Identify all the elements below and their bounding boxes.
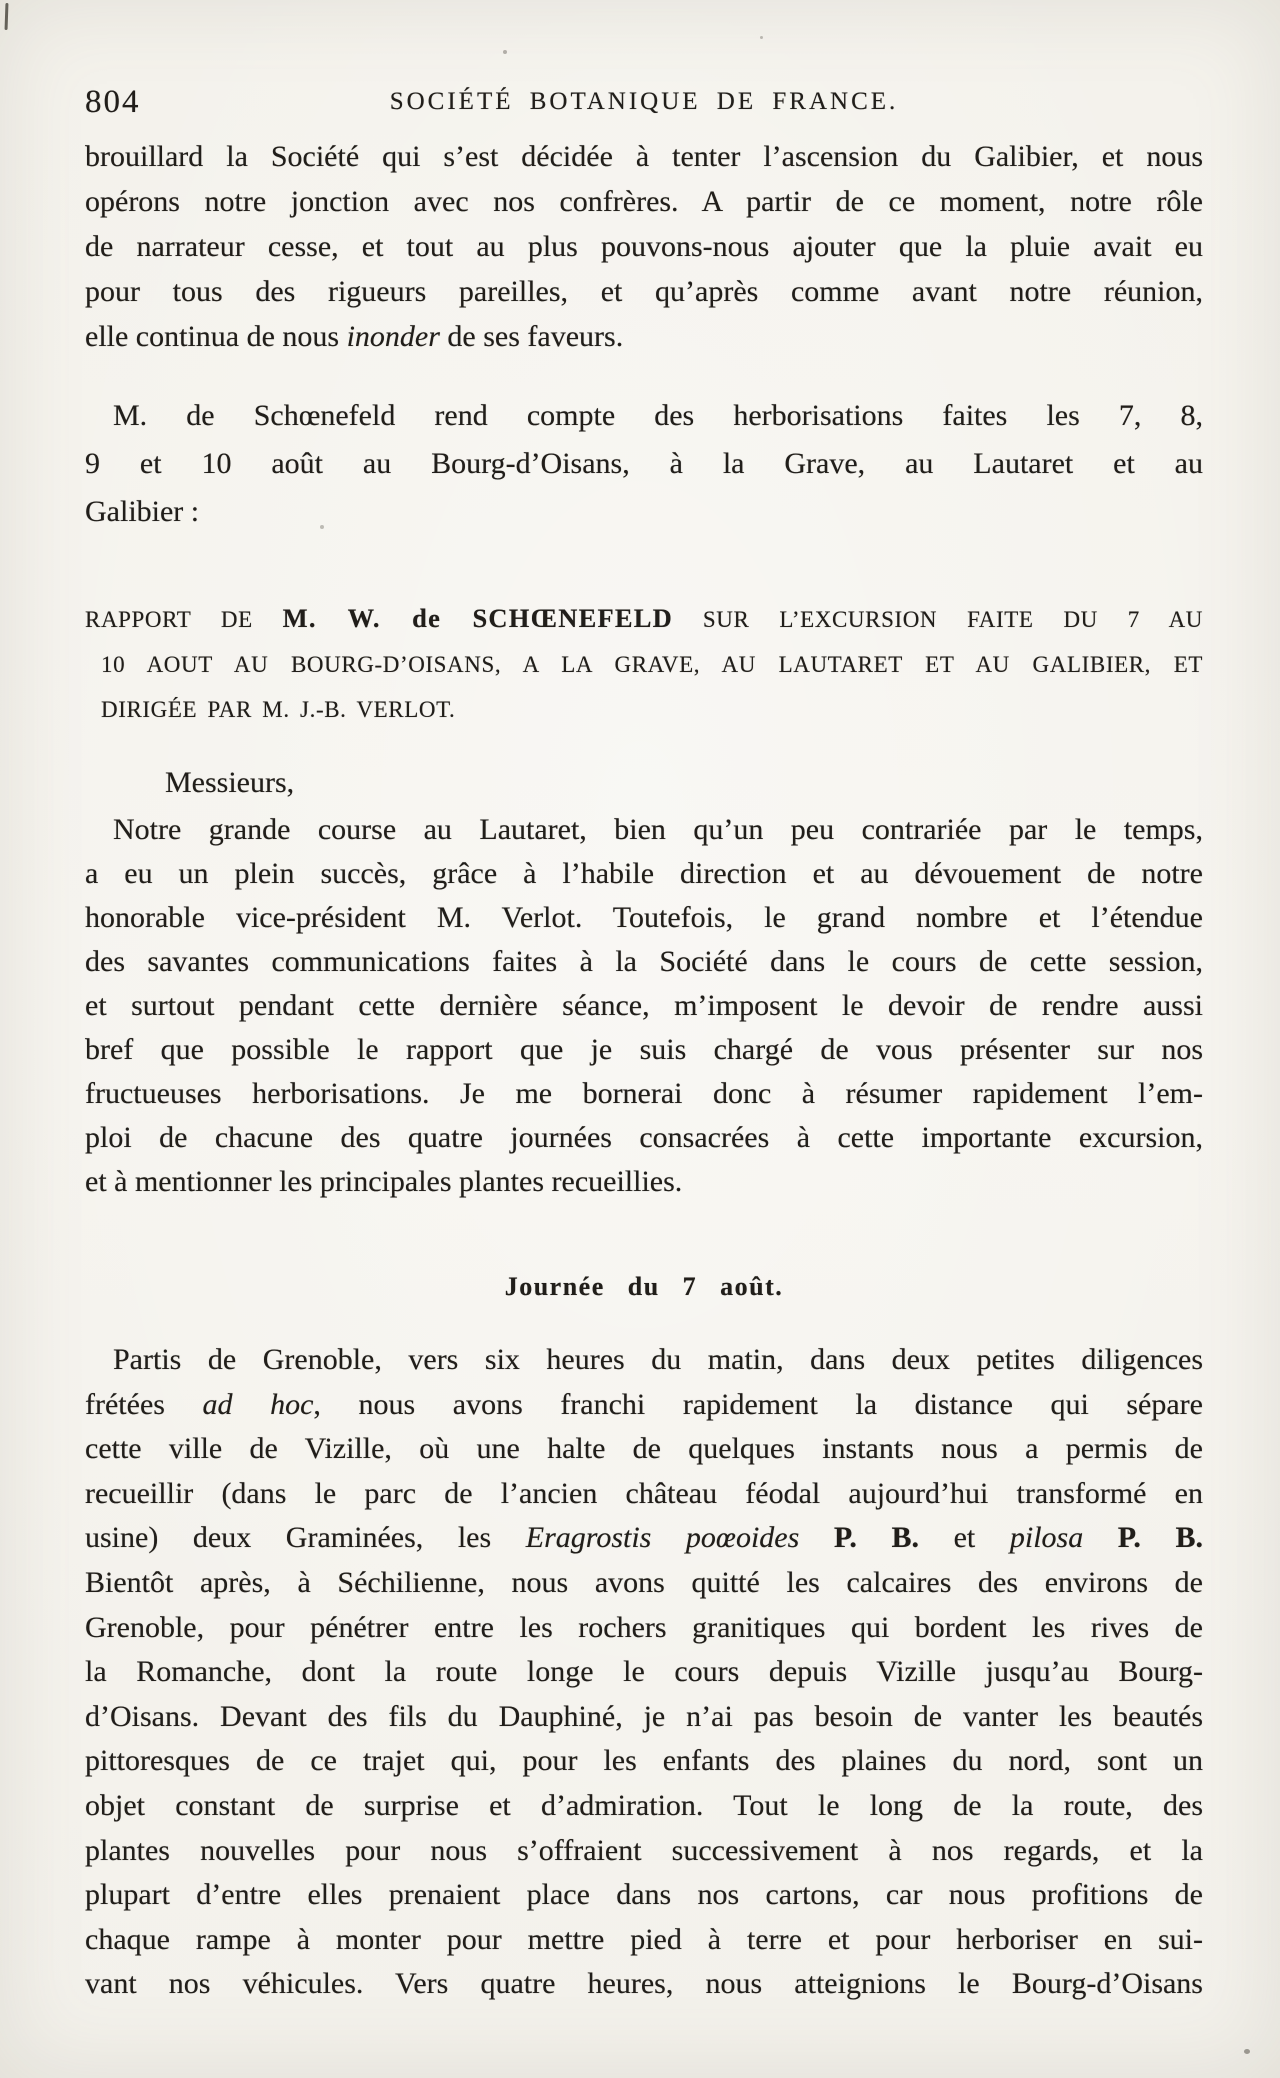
text-line bbox=[85, 642, 1203, 687]
text-line bbox=[85, 134, 1203, 179]
text-segment: de narrateur cesse, et tout au plus pouvons-nous ajouter que la pluie avait eu bbox=[85, 230, 1203, 263]
text-line bbox=[85, 1472, 1203, 1517]
page-header bbox=[85, 84, 1203, 120]
text-block bbox=[85, 134, 1203, 2007]
salutation bbox=[85, 760, 1203, 805]
text-line bbox=[85, 488, 1203, 536]
italic-text: inonder bbox=[346, 320, 440, 353]
text-segment: recueillir (dans le parc de l’ancien château féodal aujourd’hui transformé en bbox=[85, 1476, 1203, 1510]
text-segment: honorable vice-président M. Verlot. Toutefois, le grand nombre et l’étendue bbox=[85, 901, 1203, 934]
text-line bbox=[85, 1561, 1203, 1606]
text-segment: usine) deux Graminées, les bbox=[85, 1521, 526, 1555]
day-one-paragraph bbox=[85, 1338, 1203, 2007]
text-segment: RAPPORT DE bbox=[85, 607, 283, 632]
text-line bbox=[85, 852, 1203, 896]
text-segment: cette ville de Vizille, où une halte de quelques instants nous a permis de bbox=[85, 1432, 1203, 1466]
text-segment: plantes nouvelles pour nous s’offraient successivement à nos regards, et la bbox=[85, 1833, 1203, 1867]
text-line bbox=[85, 1873, 1203, 1918]
text-segment: chaque rampe à monter pour mettre pied à terre et pour herboriser en sui- bbox=[85, 1922, 1203, 1956]
text-line bbox=[85, 596, 1203, 642]
text-segment: frétées bbox=[85, 1387, 203, 1421]
text-line bbox=[85, 1695, 1203, 1740]
text-line bbox=[85, 940, 1203, 984]
text-segment: bref que possible le rapport que je suis chargé de vous présenter sur nos bbox=[85, 1033, 1203, 1066]
text-line bbox=[85, 392, 1203, 440]
text-line bbox=[85, 1829, 1203, 1874]
text-line bbox=[85, 896, 1203, 940]
text-segment: SUR L’EXCURSION FAITE DU 7 AU bbox=[672, 607, 1203, 632]
schoenefeld-announcement bbox=[85, 392, 1203, 536]
day-heading bbox=[85, 1269, 1203, 1305]
scan-artifact bbox=[760, 36, 763, 39]
text-segment: Bientôt après, à Séchilienne, nous avons quitté les calcaires des environs de bbox=[85, 1565, 1203, 1599]
text-line bbox=[85, 1516, 1203, 1561]
text-line bbox=[85, 1962, 1203, 2007]
text-line bbox=[85, 1116, 1203, 1160]
text-segment: et à mentionner les principales plantes recueillies. bbox=[85, 1165, 683, 1198]
text-segment: fructueuses herborisations. Je me bornerai donc à résumer rapidement l’em- bbox=[85, 1077, 1203, 1110]
text-segment: pour tous des rigueurs pareilles, et qu’après comme avant notre réunion, bbox=[85, 275, 1203, 308]
text-line bbox=[85, 1606, 1203, 1651]
text-line bbox=[85, 1269, 1203, 1305]
report-title bbox=[85, 596, 1203, 732]
bold-text: P. B. bbox=[833, 1521, 920, 1555]
bold-text: M. W. de SCHŒNEFELD bbox=[282, 603, 673, 633]
text-segment: pittoresques de ce trajet qui, pour les enfants des plaines du nord, sont un bbox=[85, 1744, 1203, 1778]
text-line bbox=[85, 1739, 1203, 1784]
scan-artifact bbox=[1244, 2049, 1250, 2054]
text-line bbox=[85, 440, 1203, 488]
text-segment: et bbox=[919, 1521, 1010, 1555]
text-segment: opérons notre jonction avec nos confrères. A partir de ce moment, notre rôle bbox=[85, 185, 1203, 218]
text-segment: 9 et 10 août au Bourg-d’Oisans, à la Grave, au Lautaret et au bbox=[85, 447, 1203, 480]
text-segment: et surtout pendant cette dernière séance, m’imposent le devoir de rendre aussi bbox=[85, 989, 1203, 1022]
scan-artifact bbox=[5, 3, 9, 30]
text-line bbox=[85, 1028, 1203, 1072]
bold-text: P. B. bbox=[1117, 1521, 1203, 1555]
text-segment: Journée du 7 août. bbox=[504, 1272, 784, 1301]
italic-text: pilosa bbox=[1009, 1521, 1118, 1555]
text-segment: a eu un plein succès, grâce à l’habile direction et au dévouement de notre bbox=[85, 857, 1203, 890]
text-line bbox=[85, 760, 1203, 805]
text-segment: la Romanche, dont la route longe le cours depuis Vizille jusqu’au Bourg- bbox=[85, 1655, 1203, 1689]
italic-text: ad hoc bbox=[202, 1387, 314, 1421]
text-segment: vant nos véhicules. Vers quatre heures, nous atteignions le Bourg-d’Oisans bbox=[85, 1967, 1203, 2001]
text-segment: objet constant de surprise et d’admiration. Tout le long de la route, des bbox=[85, 1788, 1203, 1822]
text-line bbox=[85, 1918, 1203, 1963]
text-line bbox=[85, 1072, 1203, 1116]
text-line bbox=[85, 1383, 1203, 1428]
text-segment: de ses faveurs. bbox=[439, 320, 624, 353]
text-line bbox=[85, 1784, 1203, 1829]
text-line bbox=[85, 984, 1203, 1028]
text-segment: , nous avons franchi rapidement la distance qui sépare bbox=[313, 1387, 1203, 1421]
text-segment: brouillard la Société qui s’est décidée à tenter l’ascension du Galibier, et nous bbox=[85, 140, 1203, 173]
scan-artifact bbox=[503, 50, 507, 54]
running-title: SOCIÉTÉ BOTANIQUE DE FRANCE. bbox=[389, 88, 899, 115]
text-line bbox=[85, 687, 1203, 732]
text-segment: ploi de chacune des quatre journées consacrées à cette importante excursion, bbox=[85, 1121, 1203, 1154]
text-line bbox=[85, 179, 1203, 224]
text-segment: Galibier : bbox=[85, 495, 200, 528]
text-line bbox=[85, 1338, 1203, 1383]
opening-paragraph bbox=[85, 134, 1203, 359]
text-segment: Partis de Grenoble, vers six heures du matin, dans deux petites diligences bbox=[113, 1343, 1203, 1376]
text-line bbox=[85, 1427, 1203, 1472]
text-segment: Notre grande course au Lautaret, bien qu’un peu contrariée par le temps, bbox=[113, 813, 1203, 846]
text-segment: Grenoble, pour pénétrer entre les rochers granitiques qui bordent les rives de bbox=[85, 1610, 1203, 1644]
page-number: 804 bbox=[85, 84, 141, 120]
text-segment: Messieurs, bbox=[165, 766, 295, 799]
text-segment: d’Oisans. Devant des fils du Dauphiné, je n’ai pas besoin de vanter les beautés bbox=[85, 1699, 1203, 1733]
text-segment: elle continua de nous bbox=[85, 320, 347, 353]
text-line bbox=[85, 1160, 1203, 1204]
text-segment: DIRIGÉE PAR M. J.-B. VERLOT. bbox=[101, 697, 456, 722]
text-line bbox=[85, 224, 1203, 269]
text-line bbox=[85, 314, 1203, 359]
text-line bbox=[85, 269, 1203, 314]
text-segment: M. de Schœnefeld rend compte des herborisations faites les 7, 8, bbox=[113, 399, 1203, 432]
report-intro-paragraph bbox=[85, 808, 1203, 1204]
text-line bbox=[85, 1650, 1203, 1695]
text-line bbox=[85, 808, 1203, 852]
text-segment: 10 AOUT AU BOURG-D’OISANS, A LA GRAVE, AU LAUTARET ET AU GALIBIER, ET bbox=[101, 652, 1203, 677]
text-segment: des savantes communications faites à la Société dans le cours de cette session, bbox=[85, 945, 1203, 978]
text-segment: plupart d’entre elles prenaient place dans nos cartons, car nous profitions de bbox=[85, 1878, 1203, 1912]
italic-text: Eragrostis poœoides bbox=[525, 1521, 834, 1555]
